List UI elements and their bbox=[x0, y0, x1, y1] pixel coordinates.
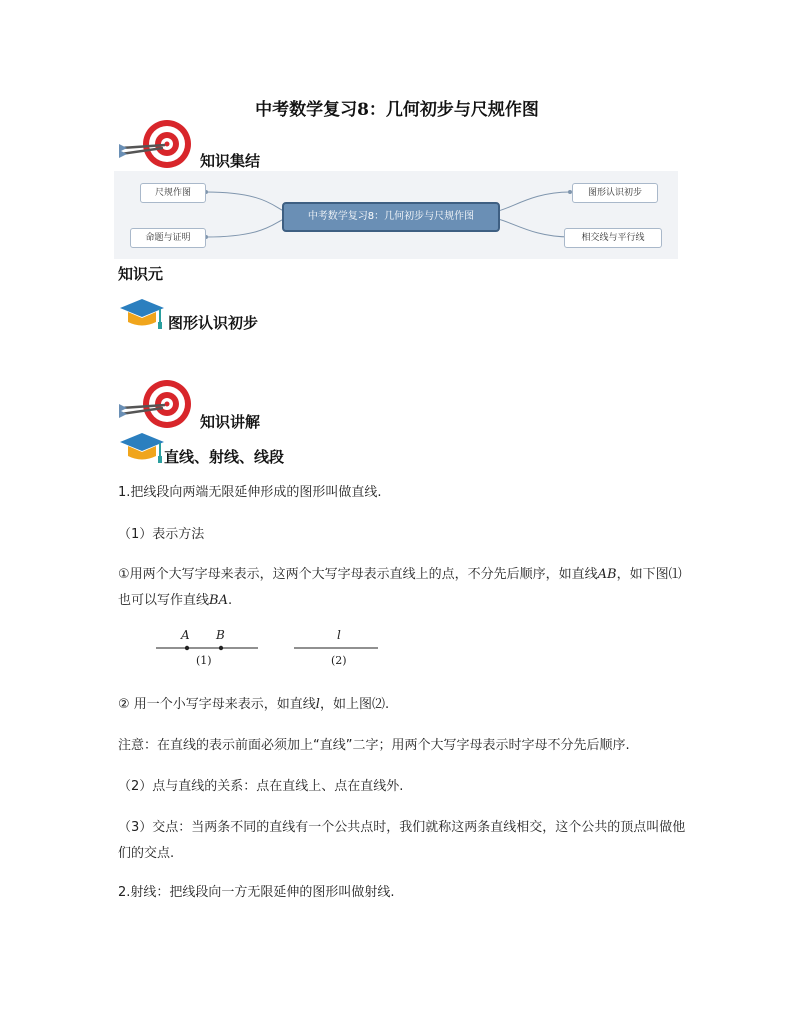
paragraph-representation: （1）表示方法 bbox=[118, 527, 205, 542]
label-point-b: B bbox=[216, 628, 225, 642]
paragraph-point-line: （2）点与直线的关系：点在直线上、点在直线外. bbox=[118, 779, 404, 794]
heading-explain: 知识讲解 bbox=[200, 413, 261, 431]
math-ab: AB bbox=[597, 567, 617, 582]
mindmap-node-proposition-proof: 命题与证明 bbox=[130, 228, 206, 248]
heading-lines: 直线、射线、线段 bbox=[164, 448, 285, 466]
heading-knowledge-set: 知识集结 bbox=[200, 152, 261, 170]
figure-caption-2: (2) bbox=[331, 654, 347, 667]
target-dart-icon bbox=[117, 378, 193, 430]
mindmap-center-node: 中考数学复习8：几何初步与尺规作图 bbox=[282, 202, 500, 232]
label-point-a: A bbox=[181, 628, 190, 642]
mindmap-node-ruler-compass: 尺规作图 bbox=[140, 183, 206, 203]
mindmap-node-intersect-parallel: 相交线与平行线 bbox=[564, 228, 662, 248]
heading-shape-intro: 图形认识初步 bbox=[168, 314, 259, 332]
page-title: 中考数学复习8：几何初步与尺规作图 bbox=[255, 100, 539, 120]
paragraph-two-letters: ①用两个大写字母来表示，这两个大写字母表示直线上的点，不分先后顺序，如直线AB，如下图⑴也可以写作直线BA. bbox=[118, 567, 682, 608]
paragraph-ray-definition: 2.射线：把线段向一方无限延伸的图形叫做射线. bbox=[118, 885, 395, 900]
mindmap-node-shape-intro: 图形认识初步 bbox=[572, 183, 658, 203]
math-ba: BA bbox=[209, 593, 228, 608]
label-line-l: l bbox=[337, 628, 341, 642]
paragraph-lowercase: ② 用一个小写字母来表示，如直线l，如上图⑵. bbox=[118, 697, 390, 712]
paragraph-intersection: （3）交点：当两条不同的直线有一个公共点时，我们就称这两条直线相交，这个公共的顶点叫做他们的交点. bbox=[118, 820, 686, 861]
paragraph-note: 注意：在直线的表示前面必须加上“直线”二字；用两个大写字母表示时字母不分先后顺序. bbox=[118, 738, 630, 753]
heading-knowledge-unit: 知识元 bbox=[118, 265, 164, 283]
math-l: l bbox=[315, 697, 320, 712]
target-dart-icon bbox=[117, 118, 193, 170]
figure-caption-1: (1) bbox=[196, 654, 212, 667]
graduation-cap-icon bbox=[118, 430, 166, 466]
mind-map bbox=[114, 171, 678, 259]
graduation-cap-icon bbox=[118, 296, 166, 332]
paragraph-line-definition: 1.把线段向两端无限延伸形成的图形叫做直线. bbox=[118, 485, 382, 500]
